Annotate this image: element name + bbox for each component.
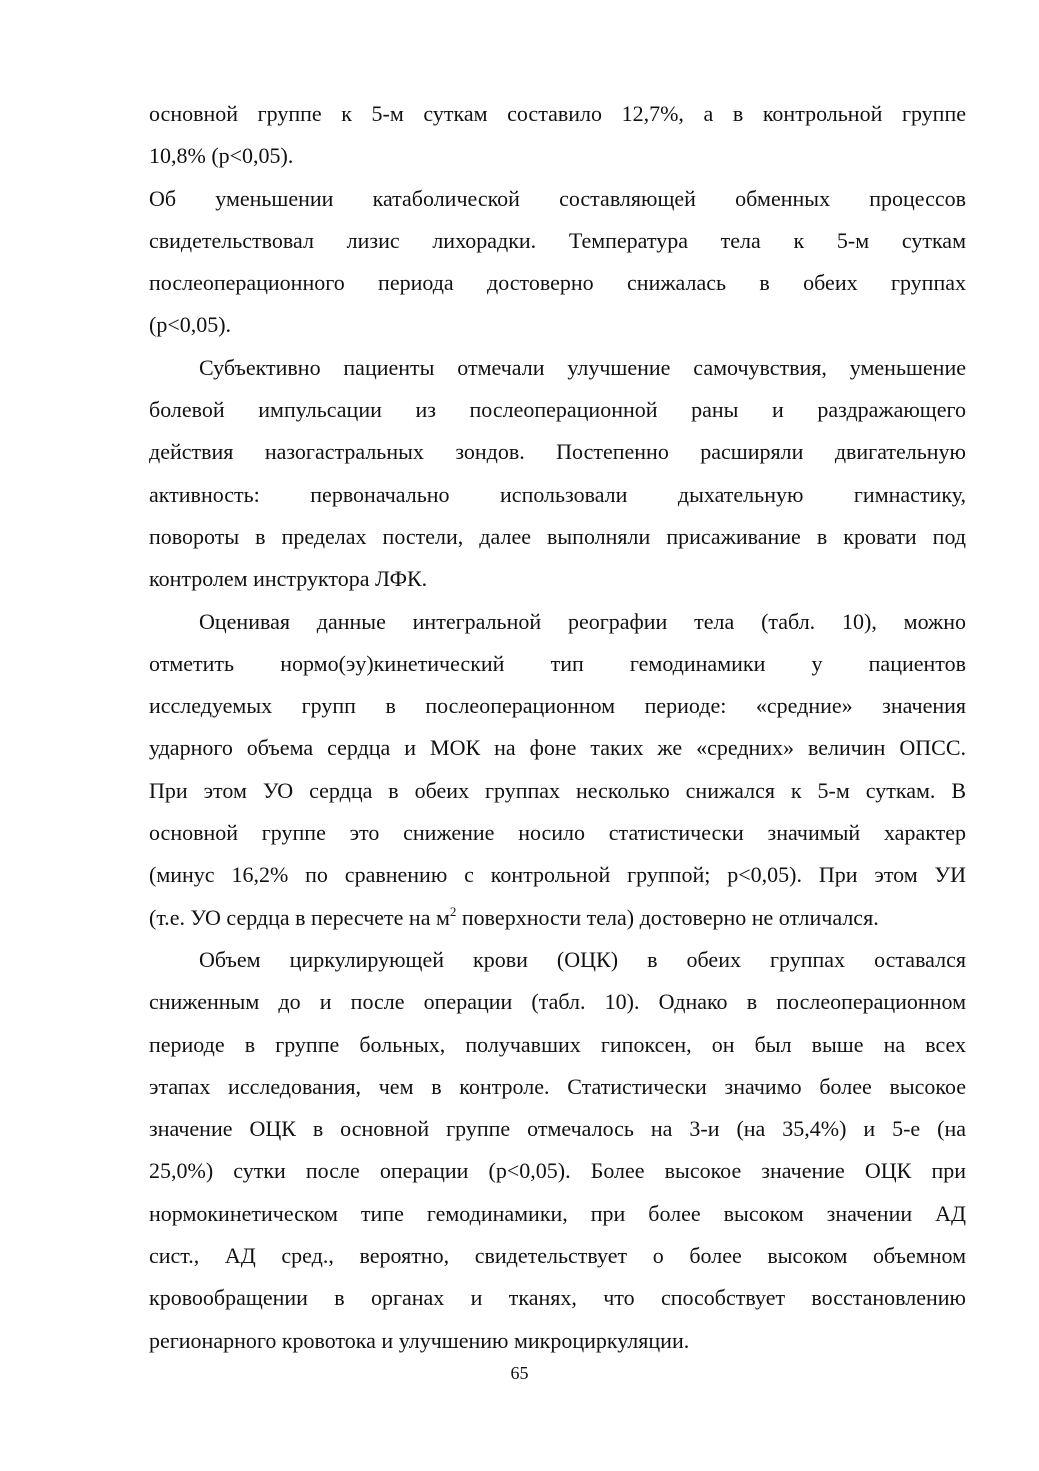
text-segment: поверхности тела) достоверно не отличался. <box>456 904 879 930</box>
paragraph-reography <box>149 601 966 939</box>
text-line: регионарного кровотока и улучшению микроциркуляции. <box>149 1327 690 1353</box>
superscript-2: 2 <box>449 903 457 919</box>
text-line: отметить нормо(эу)кинетический тип гемодинамики у пациентов <box>149 650 966 676</box>
text-line <box>149 897 966 939</box>
paragraph-subjective <box>149 347 966 601</box>
text-line: болевой импульсации из послеоперационной раны и раздражающего <box>149 397 966 423</box>
text-line: периоде в группе больных, получавших гипоксен, он был выше на всех <box>149 1031 966 1057</box>
text-line: 25,0%) сутки после операции (р<0,05). Более высокое значение ОЦК при <box>149 1158 966 1184</box>
paragraph-1-continuation <box>149 93 966 178</box>
text-line: 10,8% (р<0,05). <box>149 143 294 169</box>
page-number: 65 <box>510 1363 529 1383</box>
text-segment: (т.е. УО сердца в пересчете на м <box>149 904 450 930</box>
paragraph-catabolic <box>149 178 966 347</box>
text-line: сниженным до и после операции (табл. 10). Однако в послеоперационном <box>149 989 966 1015</box>
text-line: ударного объема сердца и МОК на фоне таких же «средних» величин ОПСС. <box>149 735 966 761</box>
text-line: Об уменьшении катаболической составляющей обменных процессов <box>149 185 966 211</box>
text-line: Объем циркулирующей крови (ОЦК) в обеих группах оставался <box>199 946 966 972</box>
text-line: послеоперационного периода достоверно снижалась в обеих группах <box>149 270 966 296</box>
text-line: действия назогастральных зондов. Постепенно расширяли двигательную <box>149 439 966 465</box>
text-line: При этом УО сердца в обеих группах несколько снижался к 5-м суткам. В <box>149 777 966 803</box>
text-line: основной группе к 5-м суткам составило 12,7%, а в контрольной группе <box>149 101 966 126</box>
document-page <box>149 93 966 1362</box>
paragraph-blood-volume <box>149 939 966 1362</box>
text-line: этапах исследования, чем в контроле. Статистически значимо более высокое <box>149 1073 966 1099</box>
text-line: Оценивая данные интегральной реографии тела (табл. 10), можно <box>199 608 966 634</box>
text-line: контролем инструктора ЛФК. <box>149 566 428 592</box>
text-line: (минус 16,2% по сравнению с контрольной группой; р<0,05). При этом УИ <box>149 862 966 888</box>
text-line: кровообращении в органах и тканях, что способствует восстановлению <box>149 1285 966 1311</box>
text-line: нормокинетическом типе гемодинамики, при более высоком значении АД <box>149 1200 966 1226</box>
text-line: активность: первоначально использовали дыхательную гимнастику, <box>149 481 966 507</box>
text-line: исследуемых групп в послеоперационном периоде: «средние» значения <box>149 693 966 719</box>
text-line: значение ОЦК в основной группе отмечалось на 3-и (на 35,4%) и 5-е (на <box>149 1116 966 1142</box>
text-line: повороты в пределах постели, далее выполняли присаживание в кровати под <box>149 523 966 549</box>
text-line: Субъективно пациенты отмечали улучшение самочувствия, уменьшение <box>199 354 966 380</box>
text-line: сист., АД сред., вероятно, свидетельствует о более высоком объемном <box>149 1243 966 1269</box>
text-line: основной группе это снижение носило статистически значимый характер <box>149 820 966 846</box>
text-line: свидетельствовал лизис лихорадки. Температура тела к 5-м суткам <box>149 227 966 253</box>
text-line: (р<0,05). <box>149 312 232 338</box>
